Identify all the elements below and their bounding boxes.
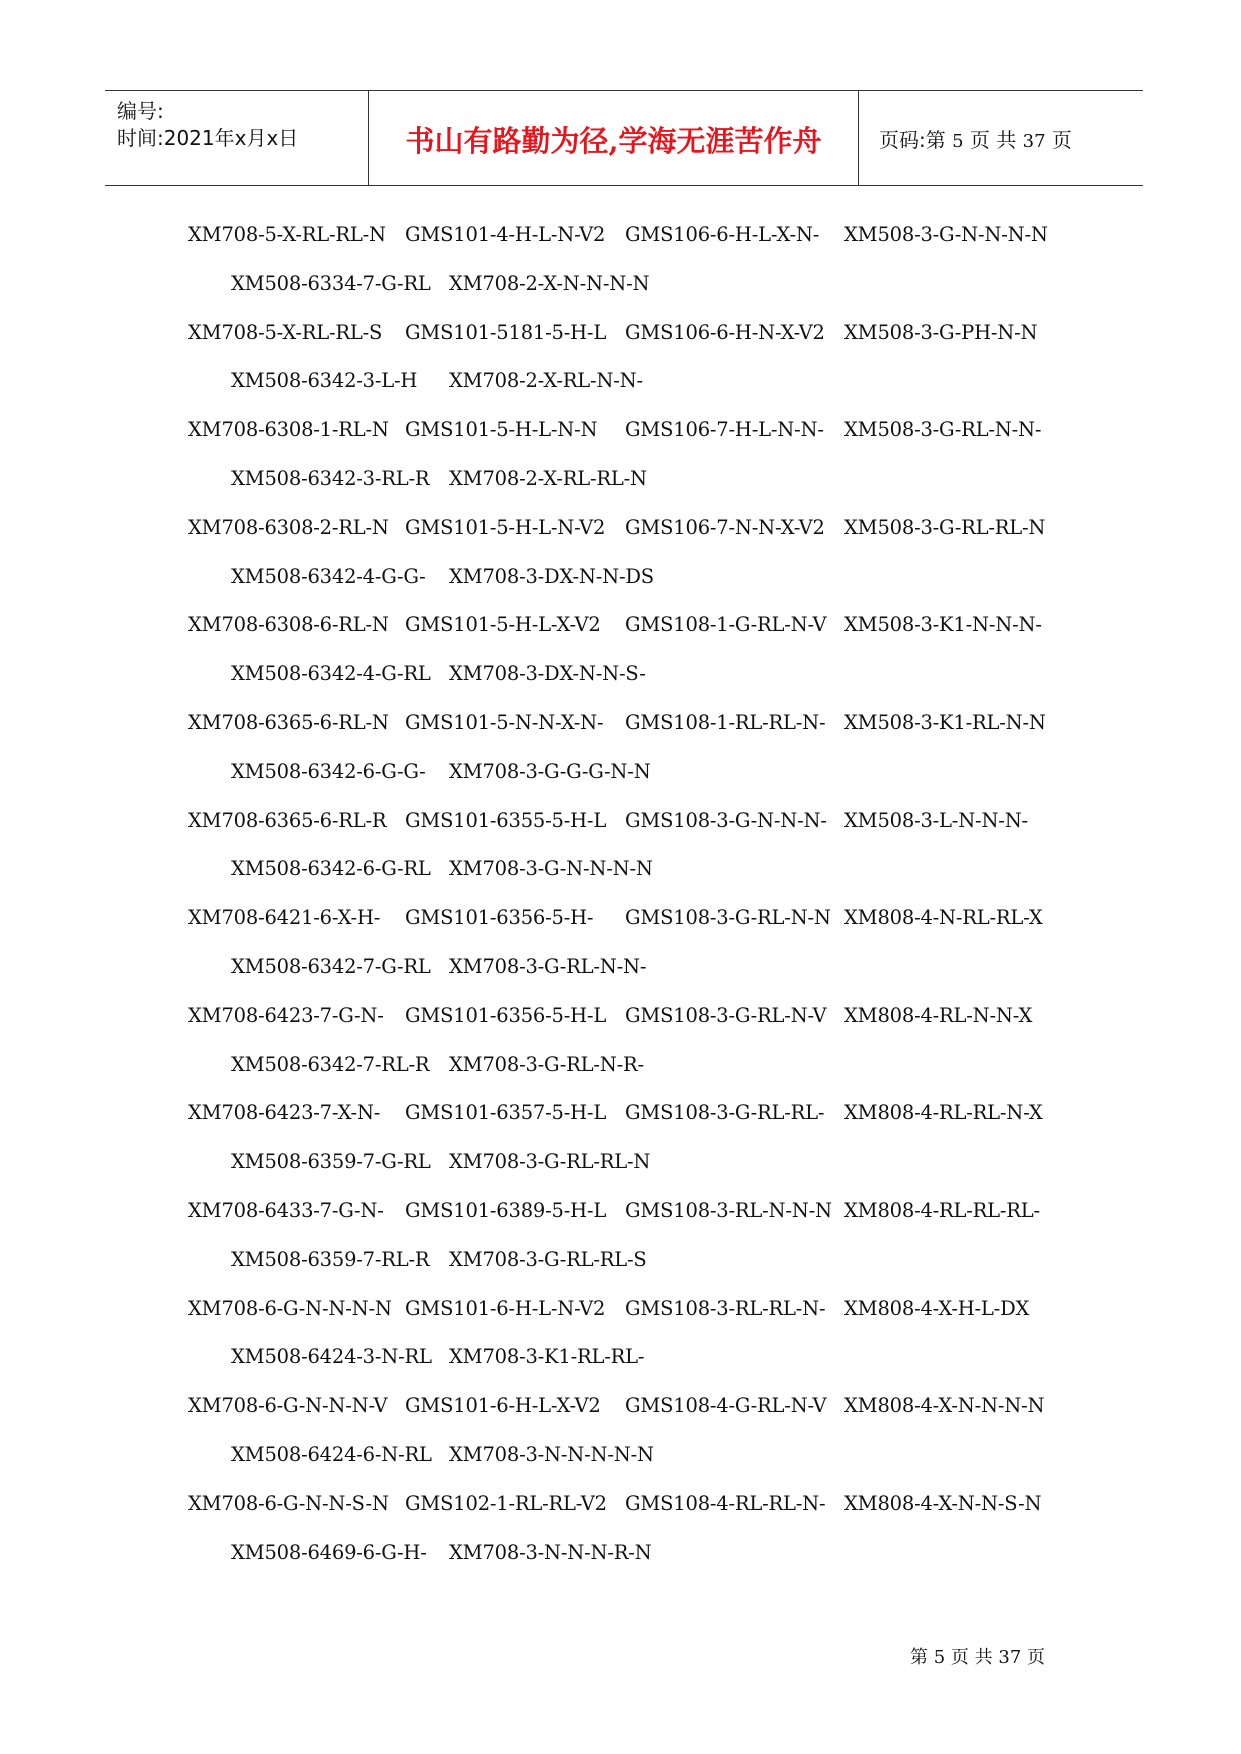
part-number: XM508-3-G-N-N-N-N — [844, 223, 1048, 246]
part-number: GMS101-6389-5-H-L — [405, 1199, 607, 1222]
serial-label: 编号: — [117, 99, 164, 123]
part-number: XM808-4-X-N-N-S-N — [844, 1491, 1042, 1515]
part-number: XM808-4-RL-RL-N-X — [844, 1101, 1043, 1125]
part-number: GMS108-3-G-RL-N-V — [625, 1003, 827, 1027]
part-number: XM708-3-G-RL-N-R- — [449, 1052, 644, 1076]
part-number: XM508-6342-7-RL-R — [231, 1052, 430, 1076]
part-number: XM708-3-DX-N-N-S- — [449, 662, 646, 686]
part-number: XM808-4-RL-N-N-X — [844, 1003, 1033, 1027]
part-number: GMS101-6357-5-H-L — [405, 1101, 607, 1125]
part-number: GMS108-4-G-RL-N-V — [625, 1394, 827, 1418]
footer-suffix: 页 — [1027, 1647, 1046, 1668]
part-number: XM508-6342-3-RL-R — [231, 467, 430, 490]
part-number: GMS101-6356-5-H-L — [405, 1003, 607, 1027]
page-suffix: 页 — [1051, 128, 1072, 152]
footer-current: 5 — [933, 1647, 946, 1668]
part-number: XM508-6342-6-G-G- — [231, 759, 426, 783]
part-number: GMS108-3-G-RL-RL- — [625, 1101, 825, 1125]
footer-total: 37 — [998, 1647, 1022, 1668]
part-number: XM708-3-G-RL-RL-N — [449, 1150, 651, 1174]
part-number: GMS108-1-G-RL-N-V — [625, 613, 827, 637]
part-number: XM708-3-G-RL-N-N- — [449, 955, 647, 978]
page-middle: 页 共 — [969, 128, 1017, 152]
part-number: GMS106-6-H-L-X-N- — [625, 223, 820, 246]
part-number: XM708-6433-7-G-N- — [188, 1199, 384, 1222]
part-number: GMS101-6356-5-H- — [405, 906, 594, 930]
part-number: XM508-6359-7-G-RL — [231, 1150, 431, 1174]
part-number: XM708-6308-1-RL-N — [188, 418, 389, 442]
part-number: GMS101-4-H-L-N-V2 — [405, 223, 606, 246]
footer-middle: 页 共 — [950, 1647, 993, 1668]
part-number: XM708-6423-7-X-N- — [188, 1101, 381, 1125]
part-number: GMS108-1-RL-RL-N- — [625, 711, 826, 734]
part-number: XM708-3-G-G-G-N-N — [449, 759, 651, 783]
part-number: XM708-2-X-N-N-N-N — [449, 271, 650, 295]
part-number: XM708-3-G-RL-RL-S — [449, 1247, 647, 1271]
page-header — [105, 90, 1143, 186]
part-number: XM708-3-G-N-N-N-N — [449, 857, 653, 881]
header-left-cell — [105, 91, 369, 185]
part-number: XM508-3-G-PH-N-N — [844, 320, 1038, 344]
part-number: XM708-6-G-N-N-N-V — [188, 1394, 388, 1418]
part-number: GMS101-5-H-L-N-N — [405, 418, 598, 442]
part-number: XM708-3-N-N-N-R-N — [449, 1540, 652, 1564]
part-number: XM508-6469-6-G-H- — [231, 1540, 427, 1564]
part-number: XM808-4-RL-RL-RL- — [844, 1199, 1040, 1222]
part-number: GMS108-3-RL-RL-N- — [625, 1296, 826, 1320]
part-number: GMS101-6-H-L-X-V2 — [405, 1394, 601, 1418]
part-number: XM708-3-N-N-N-N-N — [449, 1443, 654, 1466]
part-number: XM508-3-K1-N-N-N- — [844, 613, 1042, 637]
part-number: XM508-6359-7-RL-R — [231, 1247, 430, 1271]
part-number: XM708-5-X-RL-RL-N — [188, 223, 386, 246]
part-number: GMS106-7-N-N-X-V2 — [625, 515, 825, 539]
footer-prefix: 第 — [910, 1647, 928, 1668]
part-number: XM508-6334-7-G-RL — [231, 271, 431, 295]
part-number: XM508-6342-7-G-RL — [231, 955, 431, 978]
part-number: GMS101-5-H-L-X-V2 — [405, 613, 601, 637]
part-number: XM508-6342-4-G-G- — [231, 564, 426, 588]
part-number: GMS101-5-H-L-N-V2 — [405, 515, 606, 539]
part-number: XM808-4-N-RL-RL-X — [844, 906, 1043, 930]
part-number: XM708-6423-7-G-N- — [188, 1003, 384, 1027]
part-number: XM708-2-X-RL-RL-N — [449, 467, 647, 490]
part-number: GMS106-7-H-L-N-N- — [625, 418, 824, 442]
header-right-cell — [859, 91, 1143, 185]
part-number: XM508-6342-4-G-RL — [231, 662, 431, 686]
part-number: GMS108-3-G-N-N-N- — [625, 808, 827, 832]
page-footer — [910, 1643, 1045, 1669]
part-number: GMS102-1-RL-RL-V2 — [405, 1491, 607, 1515]
part-number: XM708-6365-6-RL-R — [188, 808, 387, 832]
part-number: XM708-3-DX-N-N-DS — [449, 564, 654, 588]
header-motto: 书山有路勤为径,学海无涯苦作舟 — [405, 124, 822, 158]
part-number: GMS101-6355-5-H-L — [405, 808, 607, 832]
part-number: GMS106-6-H-N-X-V2 — [625, 320, 825, 344]
part-number: XM708-6421-6-X-H- — [188, 906, 381, 930]
page-current: 5 — [952, 131, 964, 152]
part-number: XM508-3-K1-RL-N-N — [844, 711, 1046, 734]
part-number: XM508-3-G-RL-N-N- — [844, 418, 1042, 442]
part-number: XM708-6308-2-RL-N — [188, 515, 389, 539]
part-number: GMS108-4-RL-RL-N- — [625, 1491, 826, 1515]
part-number: XM508-6424-3-N-RL — [231, 1345, 432, 1369]
part-number: XM508-3-L-N-N-N- — [844, 808, 1028, 832]
part-number: XM708-6-G-N-N-S-N — [188, 1491, 389, 1515]
part-number: XM708-3-K1-RL-RL- — [449, 1345, 645, 1369]
page-prefix: 页码:第 — [879, 128, 946, 152]
part-number: GMS101-5-N-N-X-N- — [405, 711, 604, 734]
part-number: GMS108-3-RL-N-N-N — [625, 1199, 832, 1222]
header-page-number — [879, 124, 1072, 153]
time-label: 时间:2021年x月x日 — [117, 126, 299, 150]
part-number: XM708-2-X-RL-N-N- — [449, 369, 643, 393]
part-number: XM708-6365-6-RL-N — [188, 711, 389, 734]
part-number: XM508-6424-6-N-RL — [231, 1443, 432, 1466]
part-number: GMS101-6-H-L-N-V2 — [405, 1296, 606, 1320]
part-number: GMS108-3-G-RL-N-N — [625, 906, 831, 930]
part-number: XM708-6308-6-RL-N — [188, 613, 389, 637]
part-number: XM508-6342-3-L-H — [231, 369, 418, 393]
part-number: XM808-4-X-N-N-N-N — [844, 1394, 1045, 1418]
header-middle-cell — [369, 91, 859, 185]
part-number: XM708-5-X-RL-RL-S — [188, 320, 383, 344]
part-number: XM708-6-G-N-N-N-N — [188, 1296, 392, 1320]
part-number: GMS101-5181-5-H-L — [405, 320, 607, 344]
part-number: XM508-6342-6-G-RL — [231, 857, 431, 881]
part-number: XM808-4-X-H-L-DX — [844, 1296, 1030, 1320]
page-total: 37 — [1022, 131, 1046, 152]
part-number: XM508-3-G-RL-RL-N — [844, 515, 1046, 539]
